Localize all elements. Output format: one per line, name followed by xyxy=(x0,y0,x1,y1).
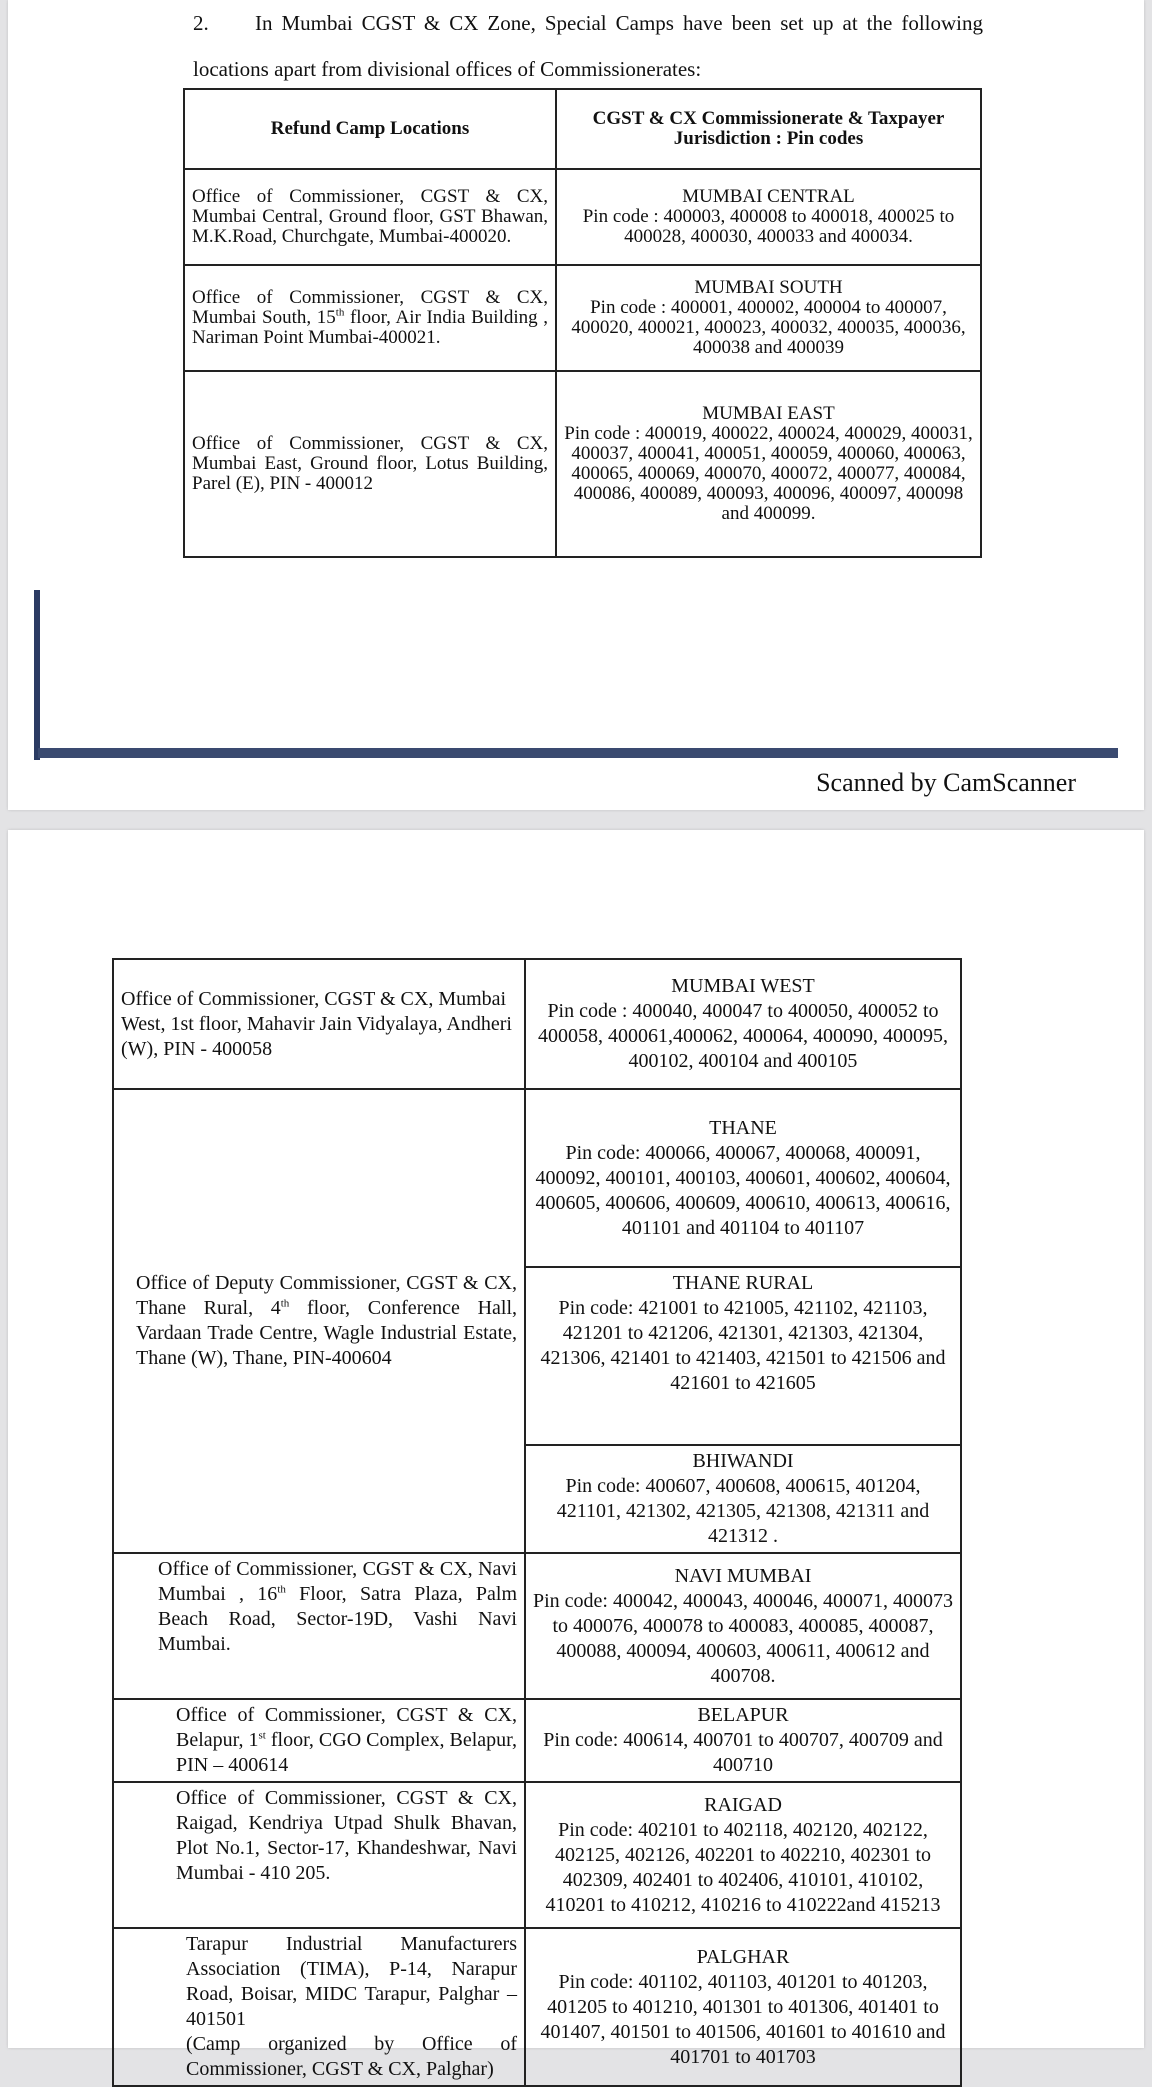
pin-codes: Pin code: 400614, 400701 to 400707, 400709 and 400710 xyxy=(543,1729,943,1776)
camp-location: Office of Commissioner, CGST & CX, Belapur, 1st floor, CGO Complex, Belapur, PIN – 400614 xyxy=(113,1699,525,1782)
pin-codes: Pin code : 400040, 400047 to 400050, 400052 to 400058, 400061,400062, 400064, 400090, 400095, 400102, 400104 and 400105 xyxy=(538,1000,948,1072)
camp-location: Office of Commissioner, CGST & CX, Mumbai East, Ground floor, Lotus Building, Parel (E), PIN - 400012 xyxy=(184,371,556,557)
commissionerate-name: PALGHAR xyxy=(696,1945,790,1968)
pin-codes: Pin code: 421001 to 421005, 421102, 421103, 421201 to 421206, 421301, 421303, 421304, 421306, 421401 to 421403, 421501 to 421506 and 421601 to 421605 xyxy=(540,1297,946,1394)
commissionerate-name: MUMBAI SOUTH xyxy=(694,277,843,298)
scan-edge-shadow xyxy=(38,748,1118,758)
pin-codes: Pin code: 401102, 401103, 401201 to 401203, 401205 to 401210, 401301 to 401306, 401401 to 401407, 401501 to 401506, 401601 to 401610 and 401701 to 401703 xyxy=(540,1970,946,2068)
camp-location: Office of Deputy Commissioner, CGST & CX, Thane Rural, 4th floor, Conference Hall, Vardaan Trade Centre, Wagle Industrial Estate, Thane (W), Thane, PIN-400604 xyxy=(113,1089,525,1553)
table-row xyxy=(113,1699,961,1782)
jurisdiction-cell xyxy=(525,1699,961,1782)
jurisdiction-cell xyxy=(525,1445,961,1553)
table-row xyxy=(184,371,981,557)
paragraph-number: 2. xyxy=(193,11,209,35)
scanned-page-2 xyxy=(8,830,1144,2080)
commissionerate-name: MUMBAI WEST xyxy=(671,975,815,997)
header-jurisdiction: CGST & CX Commissionerate & Taxpayer Jurisdiction : Pin codes xyxy=(556,89,981,169)
camp-location: Office of Commissioner, CGST & CX, Raigad, Kendriya Utpad Shulk Bhavan, Plot No.1, Sector-17, Khandeshwar, Navi Mumbai - 410 205. xyxy=(113,1782,525,1928)
pin-codes: Pin code : 400003, 400008 to 400018, 400025 to 400028, 400030, 400033 and 400034. xyxy=(582,206,955,247)
commissionerate-name: THANE xyxy=(709,1116,777,1139)
pin-codes: Pin code: 400607, 400608, 400615, 401204, 421101, 421302, 421305, 421308, 421311 and 421312 . xyxy=(556,1475,930,1547)
pin-codes: Pin code : 400019, 400022, 400024, 400029, 400031, 400037, 400041, 400051, 400059, 400060, 400063, 400065, 400069, 400070, 400072, 400077, 400084, 400086, 400089, 400093, 400096, 400097, 400098 and 400099. xyxy=(564,423,973,524)
table-row xyxy=(113,1928,961,2086)
paragraph-text: In Mumbai CGST & CX Zone, Special Camps have been set up at the following locations apart from divisional offices of Commissionerates: xyxy=(193,11,983,81)
table-row xyxy=(113,1553,961,1699)
commissionerate-name: BELAPUR xyxy=(697,1704,789,1726)
table-row xyxy=(184,265,981,371)
camp-location: Office of Commissioner, CGST & CX, Mumbai Central, Ground floor, GST Bhawan, M.K.Road, Churchgate, Mumbai-400020. xyxy=(184,169,556,265)
commissionerate-name: BHIWANDI xyxy=(692,1450,794,1472)
table-row xyxy=(113,959,961,1089)
commissionerate-name: THANE RURAL xyxy=(672,1272,814,1294)
commissionerate-name: MUMBAI CENTRAL xyxy=(682,186,855,207)
commissionerate-name: MUMBAI EAST xyxy=(702,403,835,424)
pin-codes: Pin code : 400001, 400002, 400004 to 400007, 400020, 400021, 400023, 400032, 400035, 400036, 400038 and 400039 xyxy=(571,297,966,358)
commissionerate-name: NAVI MUMBAI xyxy=(674,1564,812,1587)
paragraph-2 xyxy=(193,0,983,92)
table-header-row xyxy=(184,89,981,169)
refund-camp-table-2 xyxy=(112,958,962,2087)
table-row xyxy=(184,169,981,265)
camp-location xyxy=(113,1928,525,2086)
jurisdiction-cell xyxy=(525,1553,961,1699)
scan-edge-shadow xyxy=(34,590,40,760)
jurisdiction-cell xyxy=(556,169,981,265)
commissionerate-name: RAIGAD xyxy=(704,1793,782,1816)
scanned-page-1 xyxy=(8,0,1144,810)
jurisdiction-cell xyxy=(556,265,981,371)
jurisdiction-cell xyxy=(525,1267,961,1445)
pin-codes: Pin code: 402101 to 402118, 402120, 402122, 402125, 402126, 402201 to 402210, 402301 to 402309, 402401 to 402406, 410101, 410102, 410201 to 410212, 410216 to 410222and 415213 xyxy=(545,1818,941,1916)
jurisdiction-cell xyxy=(525,1782,961,1928)
jurisdiction-cell xyxy=(525,1089,961,1267)
pin-codes: Pin code: 400042, 400043, 400046, 400071, 400073 to 400076, 400078 to 400083, 400085, 400087, 400088, 400094, 400603, 400611, 400612 and 400708. xyxy=(533,1589,953,1687)
camp-address: Tarapur Industrial Manufacturers Association (TIMA), P-14, Narapur Road, Boisar, MIDC Tarapur, Palghar – 401501 xyxy=(186,1933,517,2030)
camp-location: Office of Commissioner, CGST & CX, Mumbai West, 1st floor, Mahavir Jain Vidyalaya, Andheri (W), PIN - 400058 xyxy=(113,959,525,1089)
refund-camp-table-1 xyxy=(183,88,982,558)
jurisdiction-cell xyxy=(556,371,981,557)
camp-location: Office of Commissioner, CGST & CX, Mumbai South, 15th floor, Air India Building , Nariman Point Mumbai-400021. xyxy=(184,265,556,371)
table-row xyxy=(113,1089,961,1267)
camp-location: Office of Commissioner, CGST & CX, Navi Mumbai , 16th Floor, Satra Plaza, Palm Beach Road, Sector-19D, Vashi Navi Mumbai. xyxy=(113,1553,525,1699)
scanner-footer: Scanned by CamScanner xyxy=(816,768,1076,797)
header-location: Refund Camp Locations xyxy=(184,89,556,169)
jurisdiction-cell xyxy=(525,1928,961,2086)
pin-codes: Pin code: 400066, 400067, 400068, 400091, 400092, 400101, 400103, 400601, 400602, 400604, 400605, 400606, 400609, 400610, 400613, 400616, 401101 and 401104 to 401107 xyxy=(535,1141,951,1239)
table-row xyxy=(113,1782,961,1928)
camp-organizer-note: (Camp organized by Office of Commissioner, CGST & CX, Palghar) xyxy=(186,2033,517,2080)
jurisdiction-cell xyxy=(525,959,961,1089)
